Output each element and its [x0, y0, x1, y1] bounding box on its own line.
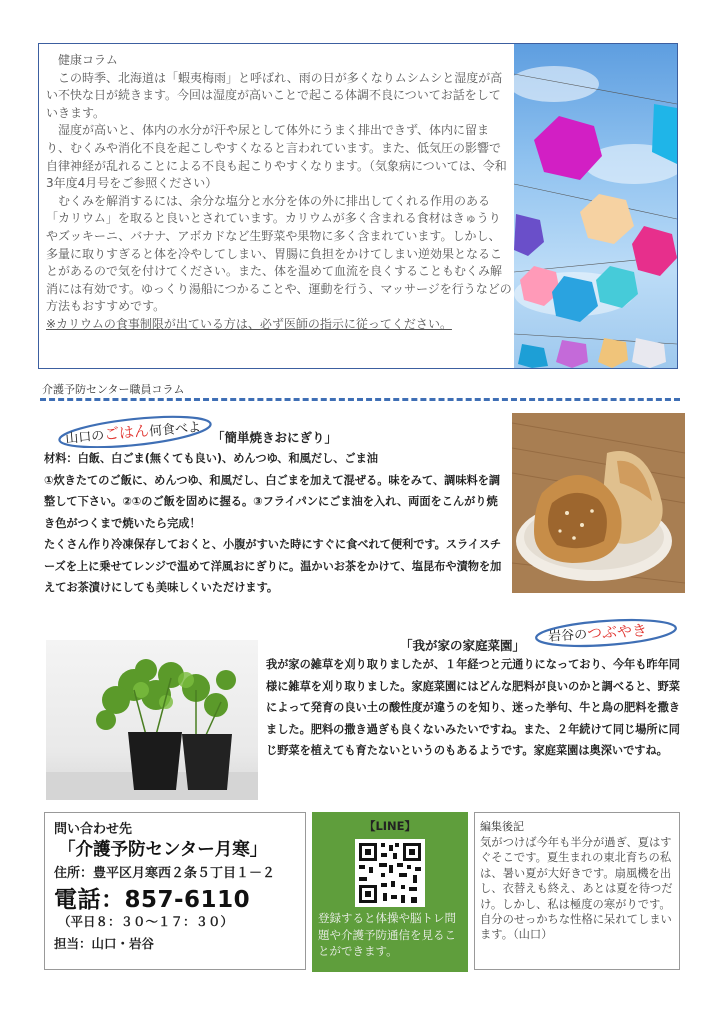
editor-note-text: 気がつけば今年も半分が過ぎ、夏はすぐそこです。夏生まれの東北育ちの私は、暑い夏が大好きです。扇風機を出し、衣替えも終え、あとは夏を待つだけ。しかし、私は極度の寒がりです。自分のせっかちな性格に呆れてしまいます。（山口） — [480, 836, 673, 942]
parsley-plant-photo — [46, 640, 258, 800]
line-label: 【LINE】 — [363, 819, 417, 833]
qr-code-icon — [355, 839, 425, 907]
iwaya-garden-badge — [532, 616, 682, 652]
recipe-tip: たくさん作り冷凍保存しておくと、小腹がすいた時にすぐに食べれて便利です。スライスチーズを上に乗せてレンジで温めて洋風おにぎりに。温かいお茶をかけて、塩昆布や漬物を加えてお茶漬けにしても美味しくいただけます。 — [44, 538, 502, 594]
potassium-warning-note: ※カリウムの食事制限が出ている方は、必ず医師の指示に従ってください。 — [46, 316, 452, 331]
badge-prefix: 山口の — [64, 428, 105, 447]
yamaguchi-recipe-badge — [55, 412, 215, 448]
dashed-divider — [40, 398, 680, 401]
badge-highlight: つぶやき — [586, 621, 648, 643]
health-paragraph-2: 湿度が高いと、体内の水分が汗や尿として体外にうまく排出できず、体内に留まり、むくみや消化不良を起こしやすくなると言われています。また、低気圧の影響で自律神経が乱れることによる不良も起こりやすくなります。（気象病については、令和3年度4月号をご参照ください） — [46, 123, 507, 191]
umbrella-illustration — [514, 44, 677, 368]
garden-body: 我が家の雑草を刈り取りましたが、１年経つと元通りになっており、今年も昨年同様に雑草を刈り取りました。家庭菜園にはどんな肥料が良いのかと調べると、野菜によって発育の良い土の酸性度が違うのを知り、迷った挙句、牛と鳥の肥料を撒きました。肥料の撒き過ぎも良くないみたいですね。また、２年続けて同じ場所に同じ野菜を植えても育たないというのもあるようです。家庭菜園は奥深いですね。 — [266, 658, 680, 757]
badge-highlight: ごはん — [103, 421, 150, 444]
editor-note-title: 編集後記 — [480, 820, 524, 833]
line-caption: 登録すると体操や脳トレ問題や介護予防通信を見ることができます。 — [318, 911, 456, 958]
garden-title: 「我が家の家庭菜園」 — [400, 638, 526, 653]
recipe-body — [44, 448, 506, 599]
umbrella-sky-photo — [514, 44, 677, 368]
center-phone[interactable]: 電話：857-6110 — [54, 887, 251, 913]
recipe-steps: ①炊きたてのご飯に、めんつゆ、和風だし、白ごまを加えて混ぜる。味をみて、調味料を調整して下さい。②①のご飯を固めに握る。③フライパンにごま油を入れ、両面をこんがり焼き色がつくまで焼いたら完成！ — [44, 473, 501, 530]
recipe-title: 「簡単焼きおにぎり」 — [212, 430, 338, 445]
health-column-title: 健康コラム — [58, 53, 118, 67]
staff-column-label: 介護予防センター職員コラム — [42, 383, 185, 396]
badge-suffix: 何食べよ — [148, 420, 202, 440]
center-address: 住所：豊平区月寒西２条５丁目１－２ — [54, 866, 276, 881]
health-paragraph-1: この時季、北海道は「蝦夷梅雨」と呼ばれ、雨の日が多くなりムシムシと湿度が高い不快な日が続きます。今回は湿度が高いことで起こる体調不良についてお話をしていきます。 — [46, 70, 503, 120]
center-name: 「介護予防センター月寒」 — [58, 840, 268, 860]
contact-staff: 担当：山口・岩谷 — [54, 936, 155, 951]
health-column — [46, 52, 512, 334]
health-paragraph-3: むくみを解消するには、余分な塩分と水分を体の外に排出してくれる作用のある「カリウム」を取ると良いとされています。カリウムが多く含まれる食材はきゅうりやズッキーニ、バナナ、アボカドなど生野菜や果物に多く含まれています。しかし、多量に取りすぎると体を冷やしてしまい、胃腸に負担をかけてしまい逆効果となることがあるので気を付けてください。また、体を温めて血流を良くすることもむくみ解消には有効です。ゆっくり湯船につかることや、運動を行う、マッサージを行うなどの方法もおすすめです。 — [46, 193, 512, 314]
office-hours: （平日８：３０～１７：３０） — [58, 914, 234, 929]
onigiri-photo — [512, 413, 685, 593]
plant-illustration — [46, 640, 258, 800]
onigiri-illustration — [512, 413, 685, 593]
line-qr-code[interactable] — [355, 839, 425, 907]
contact-heading: 問い合わせ先 — [54, 822, 133, 837]
recipe-ingredients: 材料：白飯、白ごま(無くても良い)、めんつゆ、和風だし、ごま油 — [44, 452, 378, 465]
badge-prefix: 岩谷の — [547, 627, 588, 645]
